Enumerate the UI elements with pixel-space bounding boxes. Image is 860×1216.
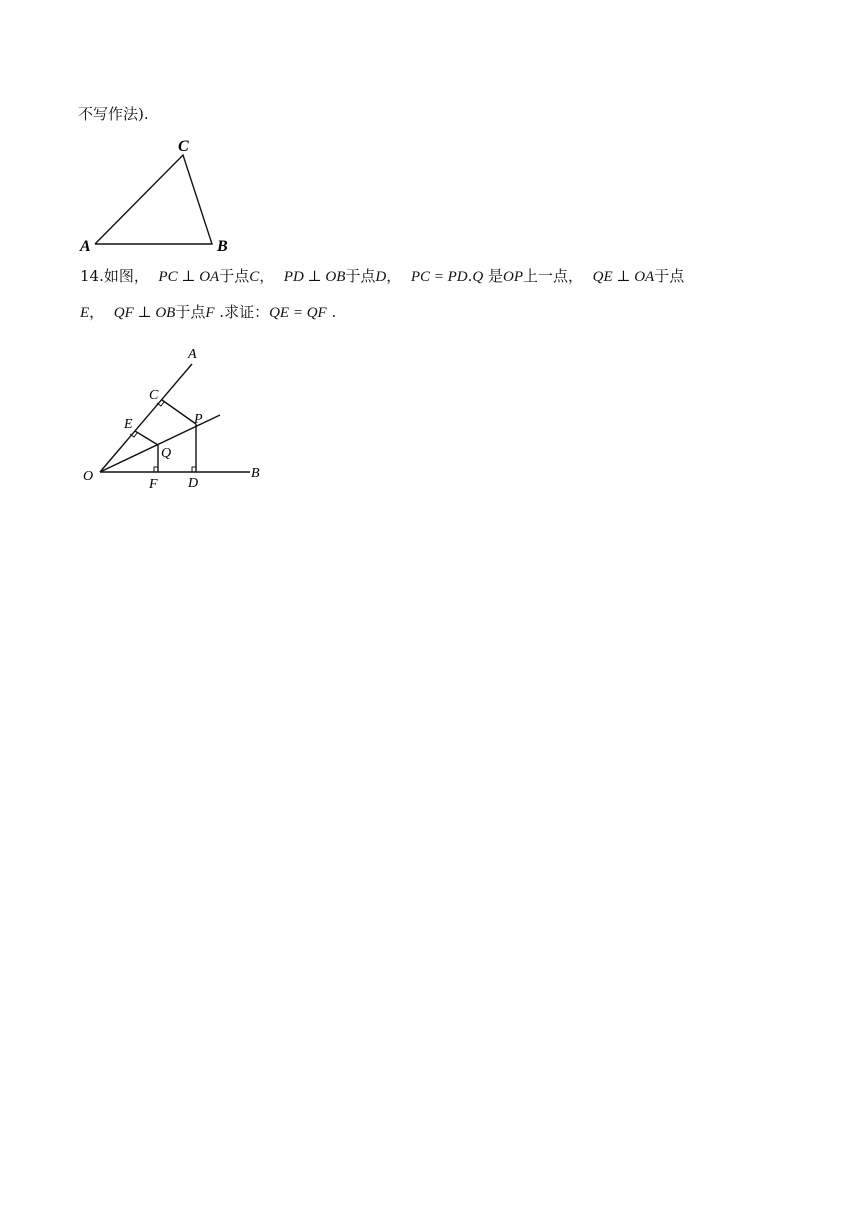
triangle-label-b: B (217, 238, 228, 255)
triangle-label-c: C (178, 138, 189, 155)
problem14-line2: E， QF ⊥ OB于点F .求证：QE = QF . (80, 303, 337, 321)
angle-label-b: B (251, 466, 260, 481)
angle-figure (78, 342, 278, 492)
angle-label-e: E (124, 417, 133, 432)
angle-label-p: P (194, 412, 203, 427)
angle-label-a: A (188, 347, 197, 362)
triangle-figure (72, 135, 252, 260)
continuation-text: 不写作法). (78, 105, 149, 123)
angle-label-c: C (149, 388, 159, 403)
problem14-line1: 14.如图， PC ⊥ OA于点C， PD ⊥ OB于点D， PC = PD.Q 是OP上一点， QE ⊥ OA于点 (80, 267, 685, 285)
angle-label-f: F (149, 477, 158, 492)
angle-label-q: Q (161, 446, 172, 461)
angle-label-o: O (83, 469, 94, 484)
triangle-label-a: A (80, 238, 91, 255)
angle-label-d: D (188, 476, 199, 491)
